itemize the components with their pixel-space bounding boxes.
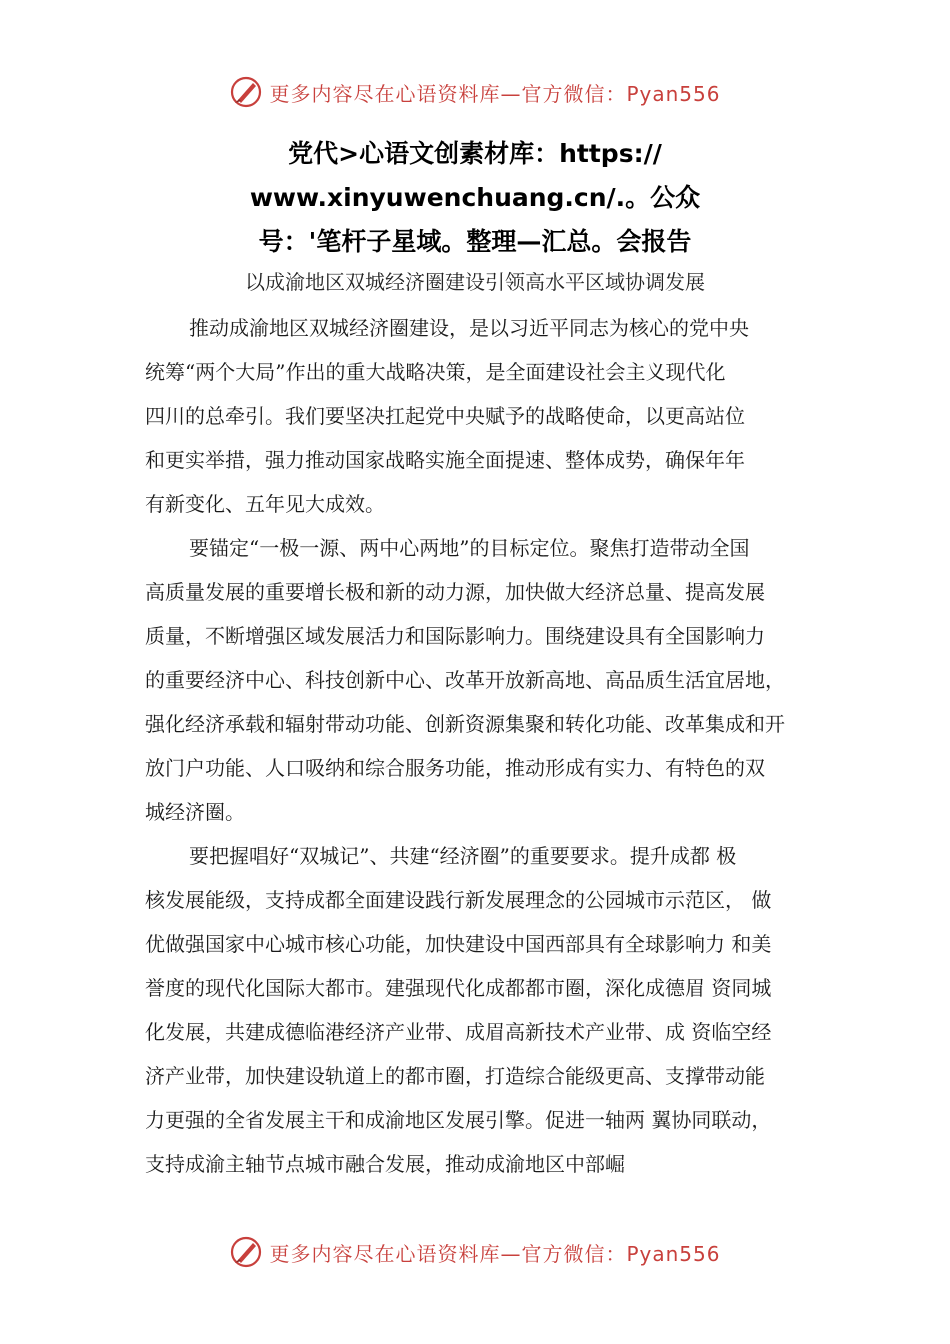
text-line: 城经济圈。 xyxy=(145,800,245,824)
text-line: 和更实举措，强力推动国家战略实施全面提速、整体成势，确保年年 xyxy=(145,448,745,472)
text-line: 化发展，共建成德临港经济产业带、成眉高新技术产业带、成 资临空经 xyxy=(145,1020,772,1044)
header-banner xyxy=(0,72,950,112)
text-line: 支持成渝主轴节点城市融合发展，推动成渝地区中部崛 xyxy=(145,1152,625,1176)
footer-banner xyxy=(0,1232,950,1272)
article-body xyxy=(145,306,835,1186)
document-heading xyxy=(100,132,850,264)
text-line: 誉度的现代化国际大都市。建强现代化成都都市圈，深化成德眉 资同城 xyxy=(145,976,772,1000)
heading-line: www.xinyuwenchuang.cn/.。公众 xyxy=(249,183,701,212)
pen-circle-logo-icon xyxy=(229,1235,263,1269)
heading-line: 号：'笔杆子星域。整理—汇总。会报告 xyxy=(258,227,692,256)
text-line: 有新变化、五年见大成效。 xyxy=(145,492,385,516)
text-line: 要锚定“一极一源、两中心两地”的目标定位。聚焦打造带动全国 xyxy=(189,536,750,560)
text-line: 济产业带，加快建设轨道上的都市圈，打造综合能级更高、支撑带动能 xyxy=(145,1064,765,1088)
text-line: 要把握唱好“双城记”、共建“经济圈”的重要要求。提升成都 极 xyxy=(189,844,737,868)
banner-text: 更多内容尽在心语资料库—官方微信：Pyan556 xyxy=(269,81,721,106)
text-line: 放门户功能、人口吸纳和综合服务功能，推动形成有实力、有特色的双 xyxy=(145,756,765,780)
pen-circle-logo-icon xyxy=(229,75,263,109)
text-line: 强化经济承载和辐射带动功能、创新资源集聚和转化功能、改革集成和开 xyxy=(145,712,785,736)
text-line: 质量，不断增强区域发展活力和国际影响力。围绕建设具有全国影响力 xyxy=(145,624,765,648)
banner-text: 更多内容尽在心语资料库—官方微信：Pyan556 xyxy=(269,1241,721,1266)
text-line: 的重要经济中心、科技创新中心、改革开放新高地、高品质生活宜居地， xyxy=(145,668,785,692)
text-line: 高质量发展的重要增长极和新的动力源，加快做大经济总量、提高发展 xyxy=(145,580,765,604)
heading-line: 党代>心语文创素材库：https:// xyxy=(288,139,662,168)
article-title: 以成渝地区双城经济圈建设引领高水平区域协调发展 xyxy=(245,270,705,294)
text-line: 力更强的全省发展主干和成渝地区发展引擎。促进一轴两 翼协同联动， xyxy=(145,1108,772,1132)
text-line: 推动成渝地区双城经济圈建设，是以习近平同志为核心的党中央 xyxy=(189,316,749,340)
text-line: 核发展能级，支持成都全面建设践行新发展理念的公园城市示范区， 做 xyxy=(145,888,772,912)
text-line: 四川的总牵引。我们要坚决扛起党中央赋予的战略使命，以更高站位 xyxy=(145,404,745,428)
text-line: 统筹“两个大局”作出的重大战略决策，是全面建设社会主义现代化 xyxy=(145,360,726,384)
text-line: 优做强国家中心城市核心功能，加快建设中国西部具有全球影响力 和美 xyxy=(145,932,772,956)
